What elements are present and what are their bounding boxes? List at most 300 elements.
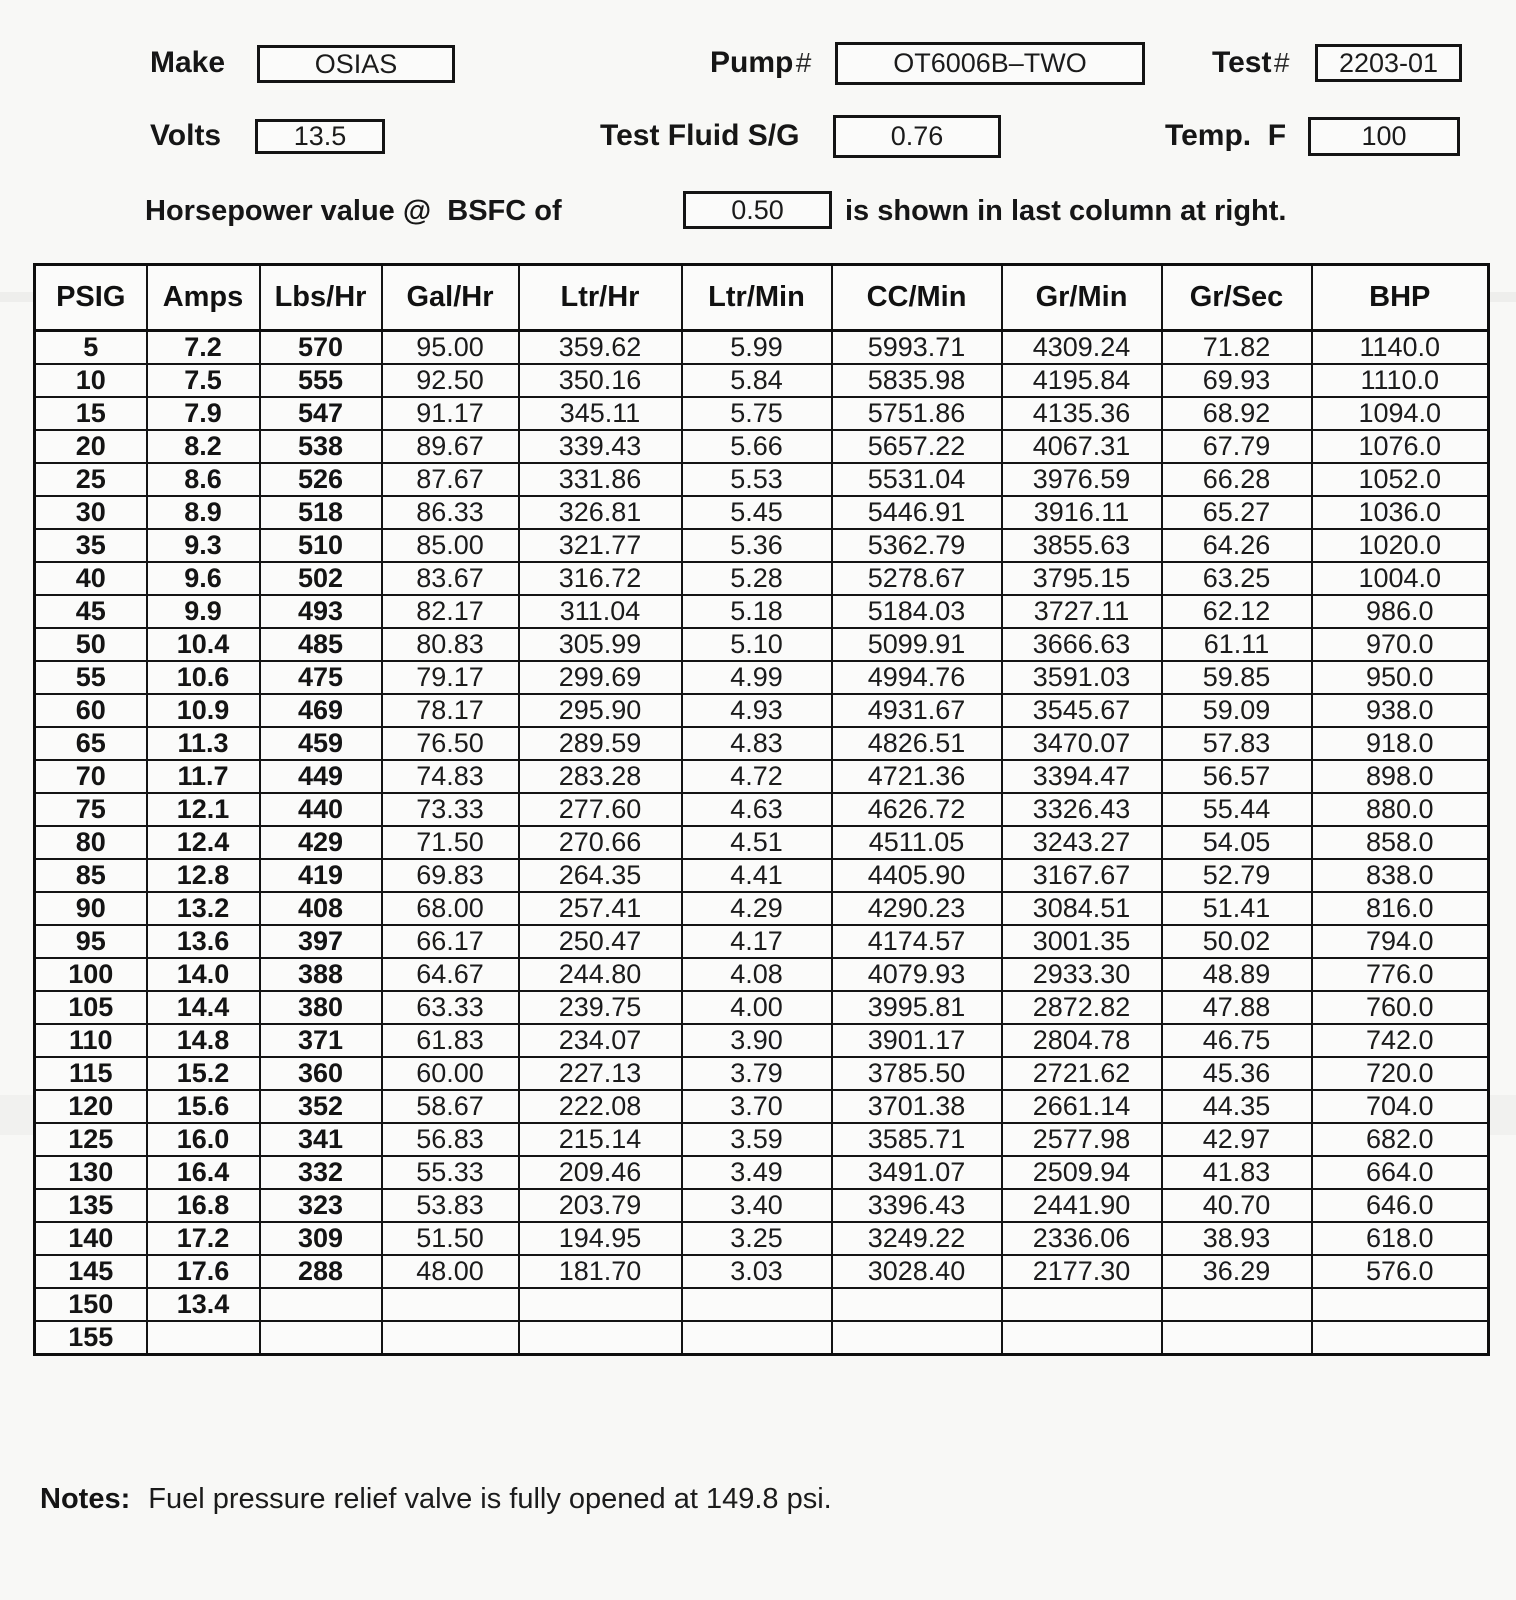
cell: 4079.93 bbox=[832, 958, 1002, 991]
volts-value: 13.5 bbox=[293, 121, 347, 151]
cell: 4.08 bbox=[682, 958, 832, 991]
cell: 36.29 bbox=[1162, 1255, 1312, 1288]
cell: 816.0 bbox=[1312, 892, 1489, 925]
cell: 30 bbox=[35, 496, 147, 529]
cell: 194.95 bbox=[519, 1222, 682, 1255]
cell bbox=[1002, 1321, 1162, 1355]
temp-value-box bbox=[1308, 117, 1460, 156]
cell: 408 bbox=[260, 892, 382, 925]
cell: 63.25 bbox=[1162, 562, 1312, 595]
cell: 4721.36 bbox=[832, 760, 1002, 793]
notes-label: Notes: bbox=[40, 1483, 131, 1515]
cell: 12.1 bbox=[147, 793, 260, 826]
cell: 270.66 bbox=[519, 826, 682, 859]
cell: 5099.91 bbox=[832, 628, 1002, 661]
bsfc-prefix: Horsepower value @ BSFC of bbox=[145, 195, 562, 227]
bsfc-suffix: is shown in last column at right. bbox=[845, 195, 1287, 227]
cell: 11.7 bbox=[147, 760, 260, 793]
cell: 288 bbox=[260, 1255, 382, 1288]
cell: 42.97 bbox=[1162, 1123, 1312, 1156]
cell: 2577.98 bbox=[1002, 1123, 1162, 1156]
cell: 397 bbox=[260, 925, 382, 958]
cell: 7.2 bbox=[147, 331, 260, 365]
cell: 3727.11 bbox=[1002, 595, 1162, 628]
cell: 3591.03 bbox=[1002, 661, 1162, 694]
bsfc-value-box bbox=[683, 191, 832, 229]
cell: 3.49 bbox=[682, 1156, 832, 1189]
cell: 125 bbox=[35, 1123, 147, 1156]
cell: 4.83 bbox=[682, 727, 832, 760]
cell: 60.00 bbox=[382, 1057, 519, 1090]
cell: 120 bbox=[35, 1090, 147, 1123]
cell bbox=[519, 1288, 682, 1321]
cell bbox=[260, 1288, 382, 1321]
cell: 3785.50 bbox=[832, 1057, 1002, 1090]
cell: 321.77 bbox=[519, 529, 682, 562]
cell: 78.17 bbox=[382, 694, 519, 727]
cell: 323 bbox=[260, 1189, 382, 1222]
cell: 4826.51 bbox=[832, 727, 1002, 760]
cell: 4135.36 bbox=[1002, 397, 1162, 430]
cell: 64.26 bbox=[1162, 529, 1312, 562]
make-label: Make bbox=[150, 46, 226, 79]
cell: 576.0 bbox=[1312, 1255, 1489, 1288]
cell: 3470.07 bbox=[1002, 727, 1162, 760]
cell: 20 bbox=[35, 430, 147, 463]
table-row bbox=[35, 727, 1489, 760]
cell: 4.29 bbox=[682, 892, 832, 925]
cell: 51.41 bbox=[1162, 892, 1312, 925]
cell: 135 bbox=[35, 1189, 147, 1222]
cell: 341 bbox=[260, 1123, 382, 1156]
column-header: Gal/Hr bbox=[382, 265, 519, 331]
cell: 776.0 bbox=[1312, 958, 1489, 991]
cell: 8.6 bbox=[147, 463, 260, 496]
cell: 3326.43 bbox=[1002, 793, 1162, 826]
cell: 720.0 bbox=[1312, 1057, 1489, 1090]
cell: 4511.05 bbox=[832, 826, 1002, 859]
notes-text: Fuel pressure relief valve is fully opened at 149.8 psi. bbox=[148, 1483, 832, 1515]
cell: 63.33 bbox=[382, 991, 519, 1024]
table-row bbox=[35, 1288, 1489, 1321]
cell: 2804.78 bbox=[1002, 1024, 1162, 1057]
cell: 9.6 bbox=[147, 562, 260, 595]
cell: 4931.67 bbox=[832, 694, 1002, 727]
cell: 3855.63 bbox=[1002, 529, 1162, 562]
cell: 538 bbox=[260, 430, 382, 463]
cell: 15.2 bbox=[147, 1057, 260, 1090]
cell: 5.84 bbox=[682, 364, 832, 397]
column-header: CC/Min bbox=[832, 265, 1002, 331]
table-row bbox=[35, 496, 1489, 529]
cell: 510 bbox=[260, 529, 382, 562]
cell: 3396.43 bbox=[832, 1189, 1002, 1222]
table-row bbox=[35, 925, 1489, 958]
cell: 5.10 bbox=[682, 628, 832, 661]
cell: 3.90 bbox=[682, 1024, 832, 1057]
cell: 155 bbox=[35, 1321, 147, 1355]
cell: 100 bbox=[35, 958, 147, 991]
cell: 10.6 bbox=[147, 661, 260, 694]
cell: 838.0 bbox=[1312, 859, 1489, 892]
test-label-text: Test bbox=[1212, 46, 1272, 79]
table-row bbox=[35, 430, 1489, 463]
cell: 8.9 bbox=[147, 496, 260, 529]
cell: 40 bbox=[35, 562, 147, 595]
cell bbox=[260, 1321, 382, 1355]
cell bbox=[1312, 1321, 1489, 1355]
cell: 234.07 bbox=[519, 1024, 682, 1057]
column-header: Gr/Min bbox=[1002, 265, 1162, 331]
table-row bbox=[35, 529, 1489, 562]
cell: 331.86 bbox=[519, 463, 682, 496]
cell: 85.00 bbox=[382, 529, 519, 562]
cell: 58.67 bbox=[382, 1090, 519, 1123]
table-row bbox=[35, 628, 1489, 661]
table-row bbox=[35, 826, 1489, 859]
cell: 371 bbox=[260, 1024, 382, 1057]
table-row bbox=[35, 661, 1489, 694]
column-header: Gr/Sec bbox=[1162, 265, 1312, 331]
table-row bbox=[35, 1156, 1489, 1189]
cell: 15.6 bbox=[147, 1090, 260, 1123]
cell: 970.0 bbox=[1312, 628, 1489, 661]
cell: 54.05 bbox=[1162, 826, 1312, 859]
cell: 986.0 bbox=[1312, 595, 1489, 628]
cell: 3.40 bbox=[682, 1189, 832, 1222]
cell: 4.00 bbox=[682, 991, 832, 1024]
table-row bbox=[35, 1090, 1489, 1123]
cell: 419 bbox=[260, 859, 382, 892]
make-value: OSIAS bbox=[314, 48, 398, 79]
test-value-box bbox=[1315, 44, 1462, 82]
cell bbox=[1162, 1288, 1312, 1321]
cell: 65 bbox=[35, 727, 147, 760]
table-row bbox=[35, 364, 1489, 397]
cell: 83.67 bbox=[382, 562, 519, 595]
cell bbox=[147, 1321, 260, 1355]
cell: 469 bbox=[260, 694, 382, 727]
cell: 250.47 bbox=[519, 925, 682, 958]
cell: 76.50 bbox=[382, 727, 519, 760]
test-hash: # bbox=[1273, 47, 1290, 78]
cell: 5751.86 bbox=[832, 397, 1002, 430]
cell: 69.93 bbox=[1162, 364, 1312, 397]
cell: 105 bbox=[35, 991, 147, 1024]
table-row bbox=[35, 1222, 1489, 1255]
cell: 46.75 bbox=[1162, 1024, 1312, 1057]
cell: 10.9 bbox=[147, 694, 260, 727]
column-header: Ltr/Min bbox=[682, 265, 832, 331]
cell bbox=[1162, 1321, 1312, 1355]
cell: 1094.0 bbox=[1312, 397, 1489, 430]
cell bbox=[832, 1288, 1002, 1321]
cell: 3394.47 bbox=[1002, 760, 1162, 793]
cell: 115 bbox=[35, 1057, 147, 1090]
cell: 3.25 bbox=[682, 1222, 832, 1255]
cell: 3666.63 bbox=[1002, 628, 1162, 661]
table-row bbox=[35, 331, 1489, 365]
cell: 485 bbox=[260, 628, 382, 661]
cell: 760.0 bbox=[1312, 991, 1489, 1024]
cell: 646.0 bbox=[1312, 1189, 1489, 1222]
cell: 1052.0 bbox=[1312, 463, 1489, 496]
cell: 918.0 bbox=[1312, 727, 1489, 760]
cell: 359.62 bbox=[519, 331, 682, 365]
cell: 475 bbox=[260, 661, 382, 694]
cell: 5446.91 bbox=[832, 496, 1002, 529]
pump-test-table bbox=[33, 263, 1490, 1356]
table-row bbox=[35, 1024, 1489, 1057]
cell: 7.5 bbox=[147, 364, 260, 397]
cell: 5657.22 bbox=[832, 430, 1002, 463]
cell: 5.18 bbox=[682, 595, 832, 628]
cell: 1140.0 bbox=[1312, 331, 1489, 365]
pump-label-text: Pump bbox=[710, 46, 794, 79]
cell: 289.59 bbox=[519, 727, 682, 760]
cell: 316.72 bbox=[519, 562, 682, 595]
table-row bbox=[35, 694, 1489, 727]
table-header bbox=[35, 265, 1489, 331]
cell: 459 bbox=[260, 727, 382, 760]
cell: 25 bbox=[35, 463, 147, 496]
cell: 92.50 bbox=[382, 364, 519, 397]
cell: 2336.06 bbox=[1002, 1222, 1162, 1255]
cell: 4.63 bbox=[682, 793, 832, 826]
cell: 47.88 bbox=[1162, 991, 1312, 1024]
cell: 858.0 bbox=[1312, 826, 1489, 859]
cell: 5.75 bbox=[682, 397, 832, 430]
cell: 41.83 bbox=[1162, 1156, 1312, 1189]
cell: 311.04 bbox=[519, 595, 682, 628]
cell: 53.83 bbox=[382, 1189, 519, 1222]
cell: 38.93 bbox=[1162, 1222, 1312, 1255]
table-row bbox=[35, 793, 1489, 826]
cell: 5835.98 bbox=[832, 364, 1002, 397]
cell: 11.3 bbox=[147, 727, 260, 760]
cell: 95 bbox=[35, 925, 147, 958]
cell: 3243.27 bbox=[1002, 826, 1162, 859]
pump-value: OT6006B–TWO bbox=[893, 48, 1087, 78]
test-fluid-sg-label: Test Fluid S/G bbox=[600, 119, 800, 152]
cell: 4195.84 bbox=[1002, 364, 1162, 397]
cell: 3585.71 bbox=[832, 1123, 1002, 1156]
cell: 67.79 bbox=[1162, 430, 1312, 463]
table-row bbox=[35, 397, 1489, 430]
column-header: Ltr/Hr bbox=[519, 265, 682, 331]
cell: 14.4 bbox=[147, 991, 260, 1024]
cell: 15 bbox=[35, 397, 147, 430]
cell: 305.99 bbox=[519, 628, 682, 661]
cell: 4.99 bbox=[682, 661, 832, 694]
cell: 2872.82 bbox=[1002, 991, 1162, 1024]
cell: 4405.90 bbox=[832, 859, 1002, 892]
cell: 73.33 bbox=[382, 793, 519, 826]
cell: 742.0 bbox=[1312, 1024, 1489, 1057]
cell: 3028.40 bbox=[832, 1255, 1002, 1288]
cell: 345.11 bbox=[519, 397, 682, 430]
cell: 4.93 bbox=[682, 694, 832, 727]
cell: 140 bbox=[35, 1222, 147, 1255]
cell: 2933.30 bbox=[1002, 958, 1162, 991]
cell: 4174.57 bbox=[832, 925, 1002, 958]
cell: 264.35 bbox=[519, 859, 682, 892]
cell: 59.85 bbox=[1162, 661, 1312, 694]
cell: 4.72 bbox=[682, 760, 832, 793]
cell: 14.8 bbox=[147, 1024, 260, 1057]
cell: 10 bbox=[35, 364, 147, 397]
cell: 5362.79 bbox=[832, 529, 1002, 562]
cell: 3167.67 bbox=[1002, 859, 1162, 892]
cell: 13.2 bbox=[147, 892, 260, 925]
cell: 7.9 bbox=[147, 397, 260, 430]
cell: 52.79 bbox=[1162, 859, 1312, 892]
cell: 65.27 bbox=[1162, 496, 1312, 529]
cell: 16.0 bbox=[147, 1123, 260, 1156]
cell: 13.6 bbox=[147, 925, 260, 958]
cell: 380 bbox=[260, 991, 382, 1024]
test-value: 2203-01 bbox=[1338, 47, 1439, 78]
cell bbox=[519, 1321, 682, 1355]
table-row bbox=[35, 1321, 1489, 1355]
cell: 244.80 bbox=[519, 958, 682, 991]
cell: 45 bbox=[35, 595, 147, 628]
cell: 86.33 bbox=[382, 496, 519, 529]
cell: 80 bbox=[35, 826, 147, 859]
cell: 570 bbox=[260, 331, 382, 365]
cell: 3.70 bbox=[682, 1090, 832, 1123]
cell: 55.33 bbox=[382, 1156, 519, 1189]
cell: 68.92 bbox=[1162, 397, 1312, 430]
cell: 145 bbox=[35, 1255, 147, 1288]
cell: 3995.81 bbox=[832, 991, 1002, 1024]
cell: 48.00 bbox=[382, 1255, 519, 1288]
cell: 55.44 bbox=[1162, 793, 1312, 826]
cell: 130 bbox=[35, 1156, 147, 1189]
cell: 3.59 bbox=[682, 1123, 832, 1156]
cell: 10.4 bbox=[147, 628, 260, 661]
cell: 222.08 bbox=[519, 1090, 682, 1123]
cell: 3.79 bbox=[682, 1057, 832, 1090]
cell: 3545.67 bbox=[1002, 694, 1162, 727]
table-row bbox=[35, 1123, 1489, 1156]
column-header: Amps bbox=[147, 265, 260, 331]
cell: 4626.72 bbox=[832, 793, 1002, 826]
cell: 5184.03 bbox=[832, 595, 1002, 628]
cell: 352 bbox=[260, 1090, 382, 1123]
cell: 326.81 bbox=[519, 496, 682, 529]
cell: 5993.71 bbox=[832, 331, 1002, 365]
cell: 17.6 bbox=[147, 1255, 260, 1288]
cell: 682.0 bbox=[1312, 1123, 1489, 1156]
cell: 880.0 bbox=[1312, 793, 1489, 826]
cell bbox=[382, 1288, 519, 1321]
cell: 898.0 bbox=[1312, 760, 1489, 793]
cell: 794.0 bbox=[1312, 925, 1489, 958]
cell: 62.12 bbox=[1162, 595, 1312, 628]
cell: 13.4 bbox=[147, 1288, 260, 1321]
cell: 3249.22 bbox=[832, 1222, 1002, 1255]
make-value-box bbox=[257, 45, 455, 83]
table-row bbox=[35, 463, 1489, 496]
cell: 3795.15 bbox=[1002, 562, 1162, 595]
cell: 17.2 bbox=[147, 1222, 260, 1255]
cell: 5.36 bbox=[682, 529, 832, 562]
cell: 518 bbox=[260, 496, 382, 529]
cell: 5531.04 bbox=[832, 463, 1002, 496]
cell: 227.13 bbox=[519, 1057, 682, 1090]
cell: 547 bbox=[260, 397, 382, 430]
cell: 429 bbox=[260, 826, 382, 859]
cell: 299.69 bbox=[519, 661, 682, 694]
cell: 239.75 bbox=[519, 991, 682, 1024]
cell: 12.4 bbox=[147, 826, 260, 859]
cell: 3.03 bbox=[682, 1255, 832, 1288]
cell: 938.0 bbox=[1312, 694, 1489, 727]
cell: 309 bbox=[260, 1222, 382, 1255]
cell: 12.8 bbox=[147, 859, 260, 892]
table-row bbox=[35, 1057, 1489, 1090]
cell: 388 bbox=[260, 958, 382, 991]
cell: 4.51 bbox=[682, 826, 832, 859]
volts-label: Volts bbox=[150, 119, 222, 152]
cell: 493 bbox=[260, 595, 382, 628]
cell: 181.70 bbox=[519, 1255, 682, 1288]
cell: 4.17 bbox=[682, 925, 832, 958]
cell: 9.9 bbox=[147, 595, 260, 628]
column-header: Lbs/Hr bbox=[260, 265, 382, 331]
test-fluid-sg-value-box bbox=[833, 115, 1001, 158]
cell: 4.41 bbox=[682, 859, 832, 892]
cell: 704.0 bbox=[1312, 1090, 1489, 1123]
cell: 1076.0 bbox=[1312, 430, 1489, 463]
table-row bbox=[35, 562, 1489, 595]
temp-label: Temp. F bbox=[1165, 119, 1287, 152]
cell: 44.35 bbox=[1162, 1090, 1312, 1123]
cell: 80.83 bbox=[382, 628, 519, 661]
table-row bbox=[35, 991, 1489, 1024]
bsfc-value: 0.50 bbox=[731, 194, 784, 225]
header-row bbox=[35, 265, 1489, 331]
cell: 5.45 bbox=[682, 496, 832, 529]
cell: 110 bbox=[35, 1024, 147, 1057]
cell: 3491.07 bbox=[832, 1156, 1002, 1189]
cell bbox=[1312, 1288, 1489, 1321]
cell: 203.79 bbox=[519, 1189, 682, 1222]
cell: 69.83 bbox=[382, 859, 519, 892]
cell: 51.50 bbox=[382, 1222, 519, 1255]
cell: 5.66 bbox=[682, 430, 832, 463]
cell: 3701.38 bbox=[832, 1090, 1002, 1123]
pump-value-box bbox=[835, 42, 1145, 85]
table-body bbox=[35, 331, 1489, 1355]
cell: 215.14 bbox=[519, 1123, 682, 1156]
cell: 59.09 bbox=[1162, 694, 1312, 727]
cell: 79.17 bbox=[382, 661, 519, 694]
cell: 3084.51 bbox=[1002, 892, 1162, 925]
cell: 339.43 bbox=[519, 430, 682, 463]
cell: 350.16 bbox=[519, 364, 682, 397]
cell: 16.4 bbox=[147, 1156, 260, 1189]
temp-value: 100 bbox=[1361, 121, 1407, 151]
cell: 45.36 bbox=[1162, 1057, 1312, 1090]
column-header: PSIG bbox=[35, 265, 147, 331]
cell: 56.57 bbox=[1162, 760, 1312, 793]
cell: 2721.62 bbox=[1002, 1057, 1162, 1090]
cell: 90 bbox=[35, 892, 147, 925]
cell bbox=[1002, 1288, 1162, 1321]
cell: 440 bbox=[260, 793, 382, 826]
